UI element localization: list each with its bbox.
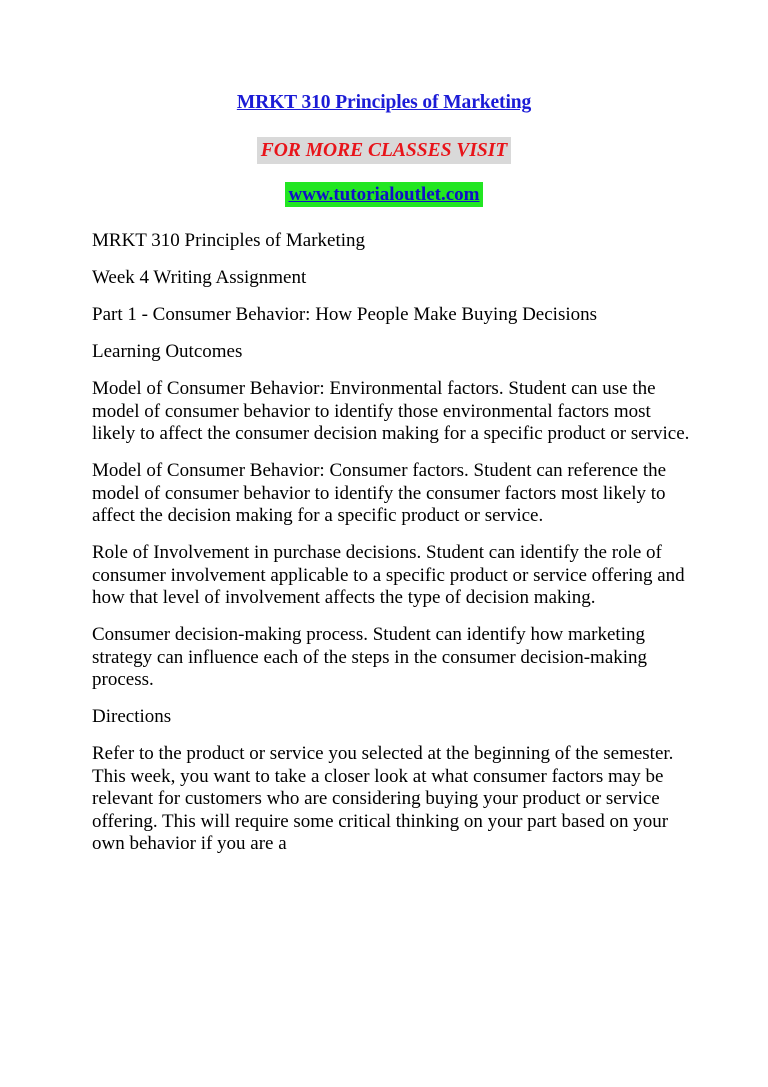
directions-paragraph: Refer to the product or service you selected at the beginning of the semester. This week, you want to take a closer look at what consumer factors may be relevant for customers who are considering buying your product or service offering. This will require some critical thinking on your part based on your own behavior if you are a [92, 743, 674, 854]
website-link[interactable]: www.tutorialoutlet.com [285, 182, 482, 207]
outcome-paragraph: Consumer decision-making process. Student can identify how marketing strategy can influence each of the steps in the consumer decision-making process. [92, 624, 648, 690]
promo-line [0, 137, 768, 164]
outcome-paragraph: Model of Consumer Behavior: Consumer factors. Student can reference the model of consumer behavior to identify the consumer factors most likely to affect the decision making for a specific product or service. [92, 460, 667, 526]
title-line [0, 92, 768, 114]
assignment-title: Week 4 Writing Assignment [92, 267, 307, 288]
course-name: MRKT 310 Principles of Marketing [92, 230, 366, 251]
outcome-paragraph: Model of Consumer Behavior: Environmental factors. Student can use the model of consumer behavior to identify those environmental factors most likely to affect the consumer decision making for a specific product or service. [92, 378, 690, 444]
promo-text: FOR MORE CLASSES VISIT [257, 137, 512, 164]
outcomes-heading: Learning Outcomes [92, 341, 243, 362]
url-line [0, 182, 768, 207]
document-body [92, 230, 692, 870]
directions-heading: Directions [92, 706, 172, 727]
part-heading: Part 1 - Consumer Behavior: How People Make Buying Decisions [92, 304, 598, 325]
outcome-paragraph: Role of Involvement in purchase decisions. Student can identify the role of consumer involvement applicable to a specific product or service offering and how that level of involvement affects the type of decision making. [92, 542, 685, 608]
title-link[interactable]: MRKT 310 Principles of Marketing [236, 92, 532, 113]
